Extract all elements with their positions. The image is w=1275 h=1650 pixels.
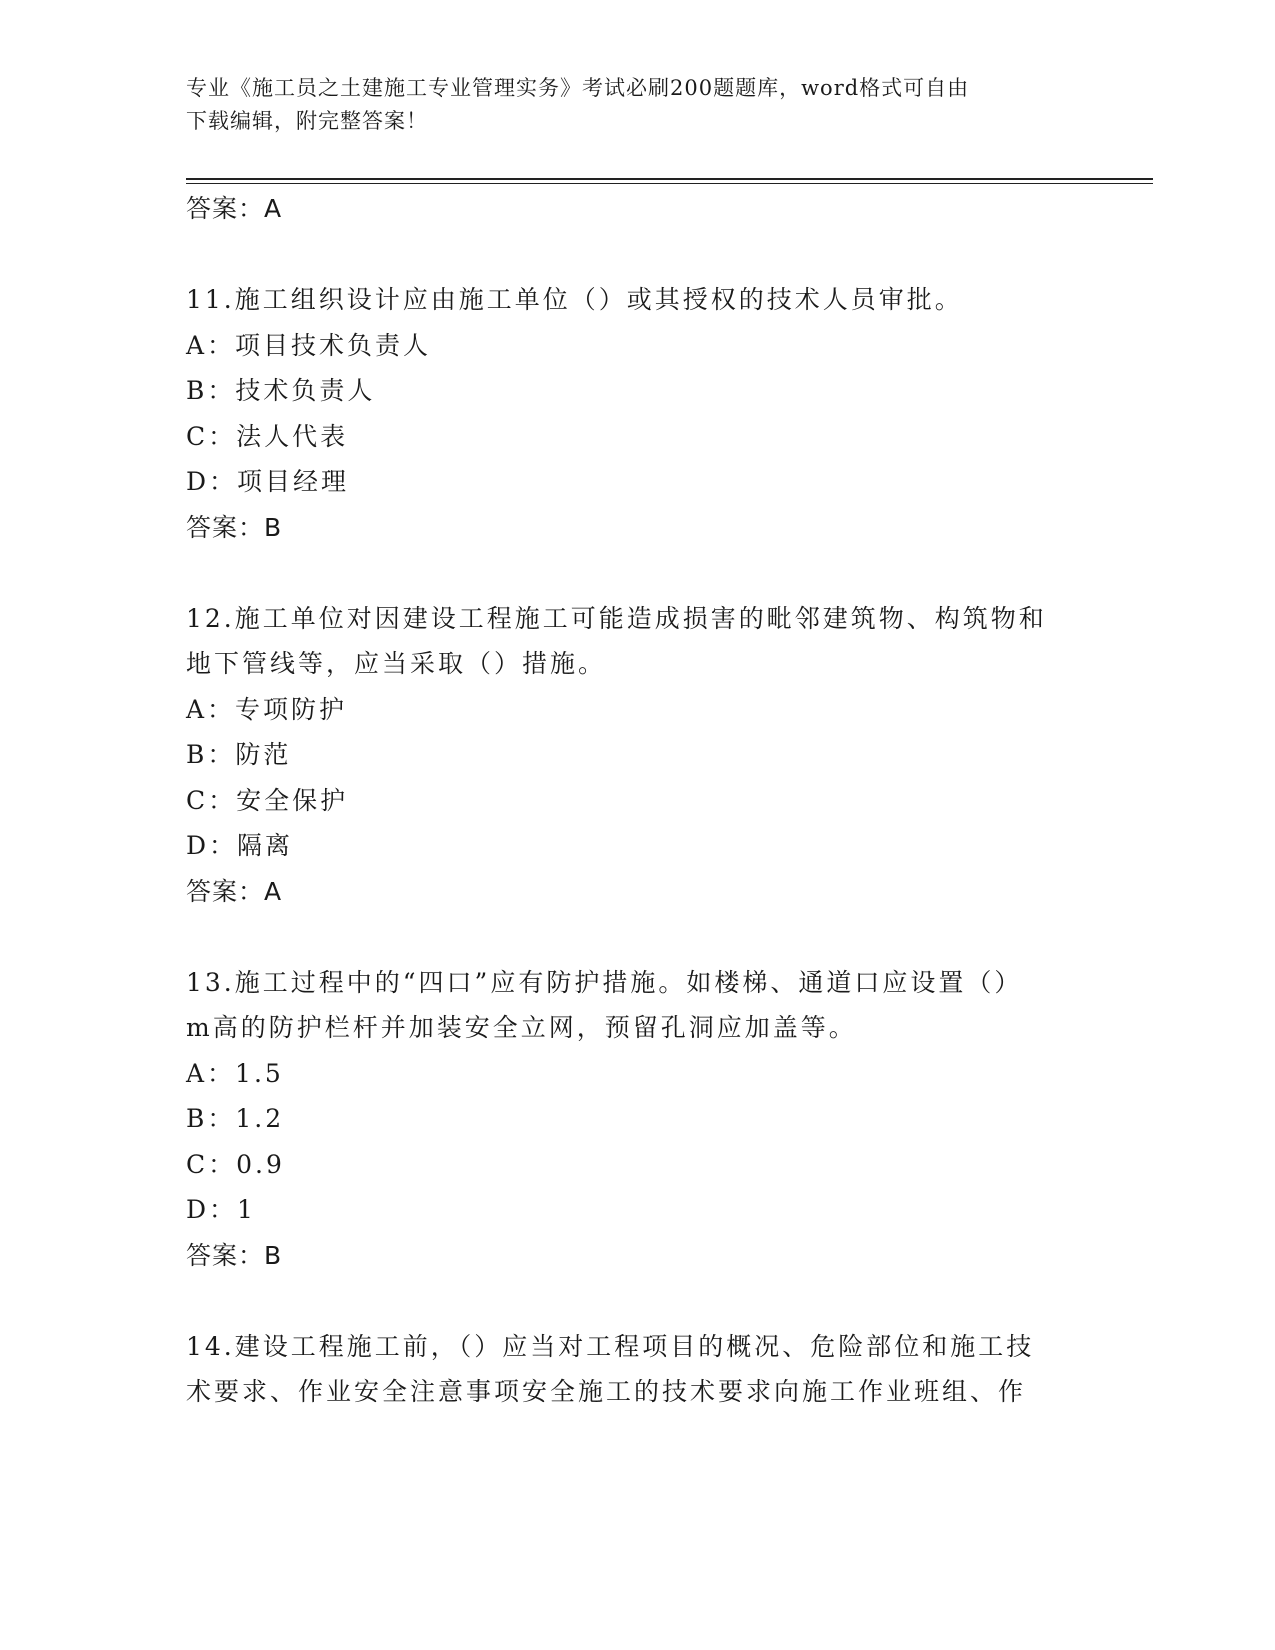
spacer <box>186 232 1086 278</box>
option-b: B：1.2 <box>186 1104 285 1133</box>
answer: 答案：B <box>186 1240 283 1270</box>
option-b: B：技术负责人 <box>186 376 376 405</box>
option-a: A：项目技术负责人 <box>186 330 432 360</box>
question-text: 11.施工组织设计应由施工单位（）或其授权的技术人员审批。 <box>186 285 963 314</box>
header-line-2: 下载编辑，附完整答案！ <box>186 109 428 133</box>
document-header <box>186 72 1066 138</box>
option-d: D：1 <box>186 1195 256 1224</box>
previous-answer: 答案：A <box>186 194 283 223</box>
header-line-1: 专业《施工员之土建施工专业管理实务》考试必刷200题题库，word格式可自由 <box>186 76 970 100</box>
option-c: C：0.9 <box>186 1149 285 1179</box>
question-14 <box>186 1324 1086 1415</box>
question-text: 12.施工单位对因建设工程施工可能造成损害的毗邻建筑物、构筑物和 <box>186 603 1047 633</box>
spacer <box>186 1278 1086 1324</box>
header-divider-thin <box>186 183 1153 184</box>
header-divider-thick <box>186 178 1153 180</box>
option-c: C：安全保护 <box>186 785 349 815</box>
answer: 答案：A <box>186 876 283 906</box>
spacer <box>186 914 1086 960</box>
question-text: 13.施工过程中的“四口”应有防护措施。如楼梯、通道口应设置（） <box>186 967 1023 997</box>
option-a: A：专项防护 <box>186 694 348 724</box>
question-text-continued: m高的防护栏杆并加装安全立网，预留孔洞应加盖等。 <box>186 1013 857 1042</box>
question-text-continued: 地下管线等，应当采取（）措施。 <box>186 649 607 678</box>
answer: 答案：B <box>186 512 283 542</box>
option-a: A：1.5 <box>186 1058 284 1088</box>
spacer <box>186 550 1086 596</box>
question-11 <box>186 277 1086 550</box>
question-13 <box>186 960 1086 1279</box>
option-b: B：防范 <box>186 740 292 769</box>
question-text-continued: 术要求、作业安全注意事项安全施工的技术要求向施工作业班组、作 <box>186 1377 1027 1406</box>
question-text: 14.建设工程施工前，（）应当对工程项目的概况、危险部位和施工技 <box>186 1331 1035 1361</box>
option-d: D：隔离 <box>186 831 294 860</box>
question-12 <box>186 596 1086 915</box>
question-list <box>186 186 1086 1415</box>
option-c: C：法人代表 <box>186 421 349 451</box>
option-d: D：项目经理 <box>186 467 350 496</box>
